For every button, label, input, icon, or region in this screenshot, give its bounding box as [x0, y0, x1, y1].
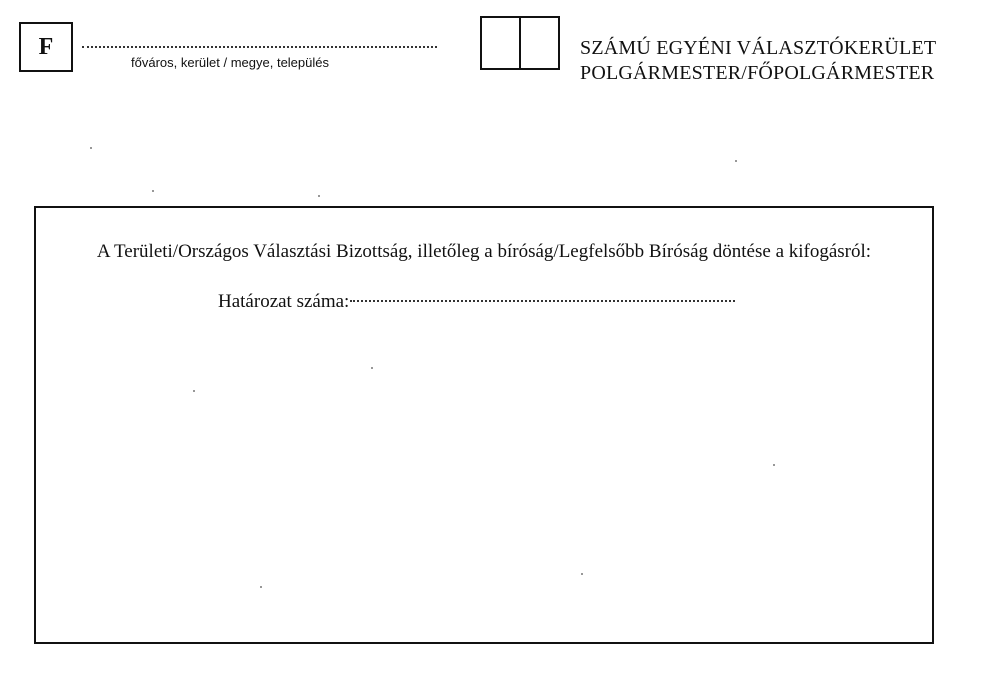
location-caption: főváros, kerület / megye, település [131, 55, 329, 70]
scan-speck [90, 147, 92, 149]
resolution-number-fill-line[interactable] [350, 300, 735, 302]
scan-speck [773, 464, 775, 466]
scan-speck [371, 367, 373, 369]
scan-speck [260, 586, 262, 588]
header-line-1: SZÁMÚ EGYÉNI VÁLASZTÓKERÜLET [580, 37, 937, 59]
resolution-number-label: Határozat száma: [218, 291, 350, 312]
scan-speck [735, 160, 737, 162]
resolution-number-row [218, 290, 735, 314]
header-line-2: POLGÁRMESTER/FŐPOLGÁRMESTER [580, 62, 935, 84]
form-code-box [19, 22, 73, 72]
location-fill-line[interactable] [82, 46, 437, 48]
scan-speck [318, 195, 320, 197]
scan-speck [152, 190, 154, 192]
district-number-cell-2[interactable] [519, 18, 558, 68]
district-number-boxes[interactable] [480, 16, 560, 70]
scan-speck [581, 573, 583, 575]
scan-speck [193, 390, 195, 392]
decision-title: A Területi/Országos Választási Bizottság, illetőleg a bíróság/Legfelsőbb Bíróság döntése a kifogásról: [96, 241, 872, 262]
decision-section [34, 206, 934, 644]
district-number-cell-1[interactable] [482, 18, 519, 68]
form-header [580, 36, 936, 86]
form-code-letter: F [38, 33, 54, 60]
